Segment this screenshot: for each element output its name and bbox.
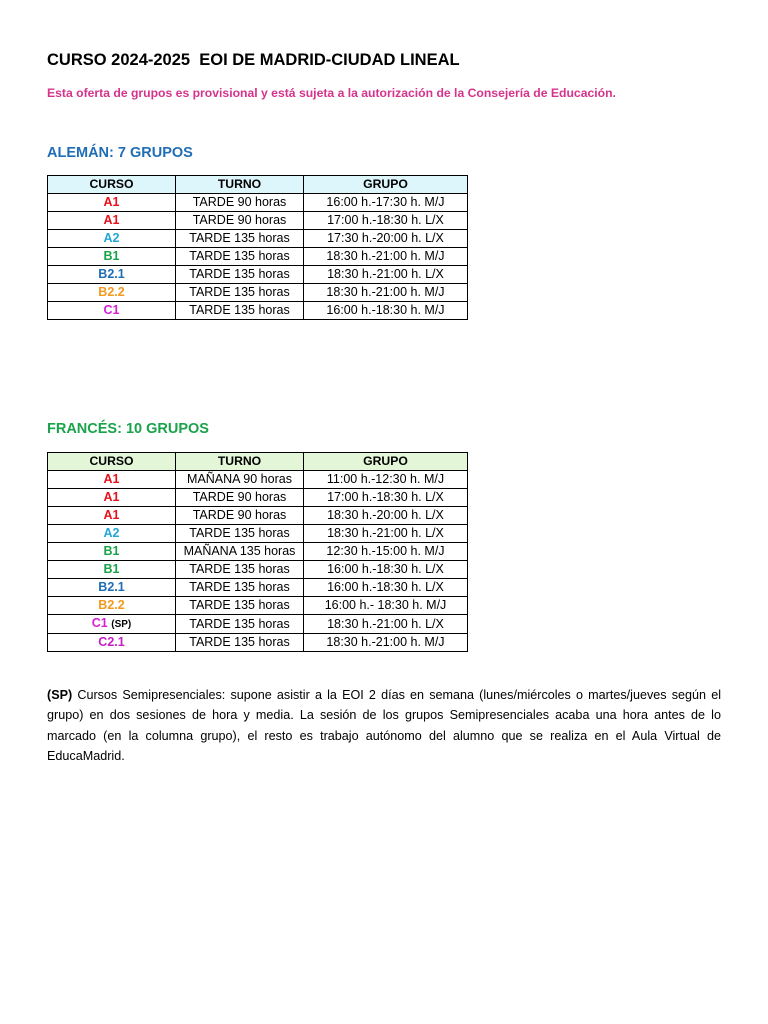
curso-level: A1 — [103, 213, 120, 227]
turno-cell: TARDE 135 horas — [176, 302, 304, 320]
grupo-cell: 12:30 h.-15:00 h. M/J — [304, 543, 468, 561]
curso-level: B1 — [103, 562, 120, 576]
grupo-cell: 18:30 h.-21:00 h. M/J — [304, 284, 468, 302]
table-row — [48, 615, 468, 634]
curso-level: B1 — [103, 249, 120, 263]
table-row — [48, 284, 468, 302]
table-row — [48, 561, 468, 579]
curso-level: B2.2 — [98, 598, 125, 612]
grupo-cell: 18:30 h.-21:00 h. L/X — [304, 266, 468, 284]
provisional-notice: Esta oferta de grupos es provisional y está sujeta a la autorización de la Consejería de Educación. — [47, 86, 616, 100]
turno-cell: TARDE 90 horas — [176, 489, 304, 507]
curso-cell — [48, 248, 176, 266]
table-row — [48, 489, 468, 507]
aleman-heading: ALEMÁN: 7 GRUPOS — [47, 145, 193, 161]
turno-cell: TARDE 135 horas — [176, 230, 304, 248]
grupo-cell: 18:30 h.-21:00 h. M/J — [304, 248, 468, 266]
curso-cell — [48, 284, 176, 302]
curso-level: C1 — [91, 616, 108, 630]
aleman-table-body — [48, 194, 468, 320]
table-row — [48, 597, 468, 615]
aleman-groups-table — [47, 175, 468, 320]
turno-cell: MAÑANA 135 horas — [176, 543, 304, 561]
curso-level: A1 — [103, 490, 120, 504]
curso-level: C1 — [103, 303, 120, 317]
curso-level: B1 — [103, 544, 120, 558]
grupo-cell: 16:00 h.-18:30 h. M/J — [304, 302, 468, 320]
curso-cell — [48, 471, 176, 489]
turno-cell: TARDE 90 horas — [176, 212, 304, 230]
curso-cell — [48, 507, 176, 525]
table-row — [48, 543, 468, 561]
table-row — [48, 634, 468, 652]
curso-cell — [48, 634, 176, 652]
curso-level: B2.1 — [98, 267, 125, 281]
table-header-row — [48, 453, 468, 471]
curso-level: C2.1 — [98, 635, 125, 649]
curso-level: A2 — [103, 526, 120, 540]
table-header-row — [48, 176, 468, 194]
turno-cell: TARDE 135 horas — [176, 615, 304, 634]
grupo-cell: 17:00 h.-18:30 h. L/X — [304, 489, 468, 507]
grupo-cell: 16:00 h.-17:30 h. M/J — [304, 194, 468, 212]
table-row — [48, 194, 468, 212]
curso-level: A1 — [103, 472, 120, 486]
curso-cell — [48, 597, 176, 615]
column-header-turno: TURNO — [176, 453, 304, 471]
curso-cell — [48, 543, 176, 561]
grupo-cell: 18:30 h.-21:00 h. L/X — [304, 525, 468, 543]
grupo-cell: 17:00 h.-18:30 h. L/X — [304, 212, 468, 230]
curso-cell — [48, 615, 176, 634]
semipresencial-tag: (SP) — [111, 619, 132, 630]
table-row — [48, 212, 468, 230]
column-header-grupo: GRUPO — [304, 176, 468, 194]
table-row — [48, 248, 468, 266]
turno-cell: MAÑANA 90 horas — [176, 471, 304, 489]
table-row — [48, 230, 468, 248]
curso-cell — [48, 525, 176, 543]
grupo-cell: 18:30 h.-20:00 h. L/X — [304, 507, 468, 525]
grupo-cell: 11:00 h.-12:30 h. M/J — [304, 471, 468, 489]
table-row — [48, 579, 468, 597]
frances-heading: FRANCÉS: 10 GRUPOS — [47, 421, 209, 437]
curso-level: B2.2 — [98, 285, 125, 299]
table-row — [48, 471, 468, 489]
table-row — [48, 302, 468, 320]
turno-cell: TARDE 135 horas — [176, 634, 304, 652]
grupo-cell: 16:00 h.-18:30 h. L/X — [304, 579, 468, 597]
table-row — [48, 525, 468, 543]
column-header-grupo: GRUPO — [304, 453, 468, 471]
note-label: (SP) — [47, 688, 73, 702]
turno-cell: TARDE 90 horas — [176, 507, 304, 525]
turno-cell: TARDE 135 horas — [176, 579, 304, 597]
curso-cell — [48, 561, 176, 579]
grupo-cell: 18:30 h.-21:00 h. L/X — [304, 615, 468, 634]
grupo-cell: 18:30 h.-21:00 h. M/J — [304, 634, 468, 652]
grupo-cell: 16:00 h.- 18:30 h. M/J — [304, 597, 468, 615]
turno-cell: TARDE 135 horas — [176, 248, 304, 266]
curso-cell — [48, 489, 176, 507]
frances-groups-table — [47, 452, 468, 652]
turno-cell: TARDE 135 horas — [176, 284, 304, 302]
curso-cell — [48, 579, 176, 597]
table-row — [48, 266, 468, 284]
column-header-curso: CURSO — [48, 176, 176, 194]
curso-cell — [48, 266, 176, 284]
turno-cell: TARDE 135 horas — [176, 597, 304, 615]
turno-cell: TARDE 135 horas — [176, 525, 304, 543]
curso-level: A2 — [103, 231, 120, 245]
note-text: Cursos Semipresenciales: supone asistir a la EOI 2 días en semana (lunes/miércoles o martes/jueves según el grupo) en dos sesiones de hora y media. La sesión de los grupos Semipresenciales acaba una hora antes de lo marcado (en la columna grupo), el resto es trabajo autónomo del alumno que se realiza en el Aula Virtual de EducaMadrid. — [47, 688, 721, 763]
curso-cell — [48, 302, 176, 320]
curso-cell — [48, 212, 176, 230]
turno-cell: TARDE 90 horas — [176, 194, 304, 212]
grupo-cell: 17:30 h.-20:00 h. L/X — [304, 230, 468, 248]
column-header-turno: TURNO — [176, 176, 304, 194]
turno-cell: TARDE 135 horas — [176, 266, 304, 284]
curso-cell — [48, 194, 176, 212]
column-header-curso: CURSO — [48, 453, 176, 471]
document-title: CURSO 2024-2025 EOI DE MADRID-CIUDAD LINEAL — [47, 51, 460, 69]
frances-table-body — [48, 471, 468, 652]
turno-cell: TARDE 135 horas — [176, 561, 304, 579]
table-row — [48, 507, 468, 525]
grupo-cell: 16:00 h.-18:30 h. L/X — [304, 561, 468, 579]
curso-level: A1 — [103, 195, 120, 209]
curso-level: B2.1 — [98, 580, 125, 594]
curso-cell — [48, 230, 176, 248]
curso-level: A1 — [103, 508, 120, 522]
semipresencial-note — [47, 685, 721, 766]
